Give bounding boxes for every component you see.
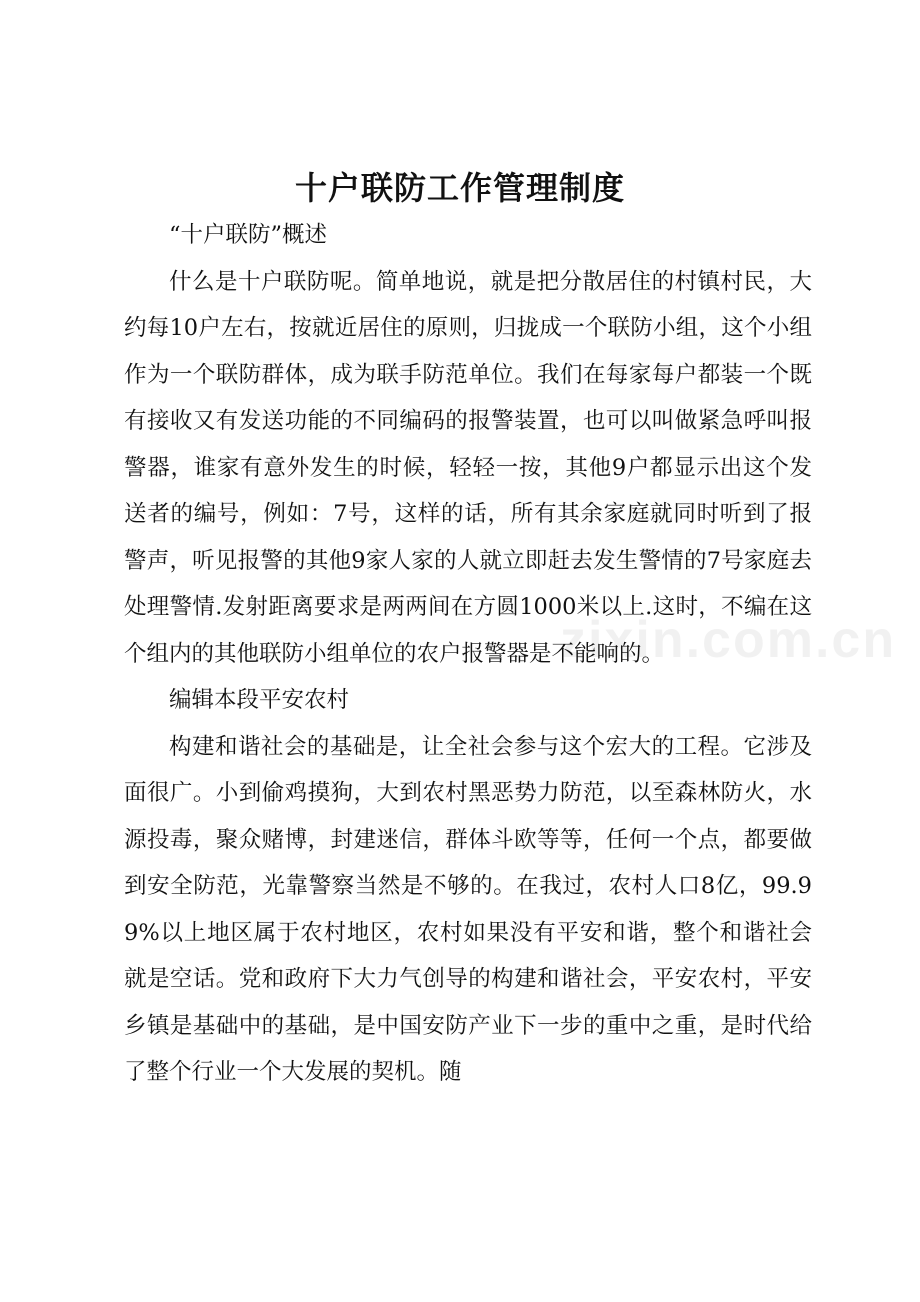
section-heading-overview: “十户联防”概述 — [169, 222, 328, 248]
document-title: 十户联防工作管理制度 — [294, 169, 625, 207]
document-body — [124, 212, 812, 1096]
watermark-text: zixin.com.cn — [560, 611, 897, 669]
paragraph-definition: 什么是十户联防呢。简单地说，就是把分散居住的村镇村民，大约每10户左右，按就近居住的原则，归拢成一个联防小组，这个小组作为一个联防群体，成为联手防范单位。我们在每家每户都装一个既有接收又有发送功能的不同编码的报警装置，也可以叫做紧急呼叫报警器，谁家有意外发生的时候，轻轻一按，其他9户都显示出这个发送者的编号，例如：7号，这样的话，所有其余家庭就同时听到了报警声，听见报警的其他9家人家的人就立即赶去发生警情的7号家庭去处理警情.发射距离要求是两两间在方圆1000米以上.这时，不编在这个组内的其他联防小组单位的农户报警器是不能响的。 — [124, 268, 812, 667]
paragraph-harmonious-society: 构建和谐社会的基础是，让全社会参与这个宏大的工程。它涉及面很广。小到偷鸡摸狗，大到农村黑恶势力防范，以至森林防火，水源投毒，聚众赌博，封建迷信，群体斗欧等等，任何一个点，都要做到安全防范，光靠警察当然是不够的。在我过，农村人口8亿，99.99%以上地区属于农村地区，农村如果没有平安和谐，整个和谐社会就是空话。党和政府下大力气创导的构建和谐社会，平安农村，平安乡镇是基础中的基础，是中国安防产业下一步的重中之重，是时代给了整个行业一个大发展的契机。随 — [124, 733, 812, 1085]
section-heading-safe-village: 编辑本段平安农村 — [169, 687, 350, 713]
